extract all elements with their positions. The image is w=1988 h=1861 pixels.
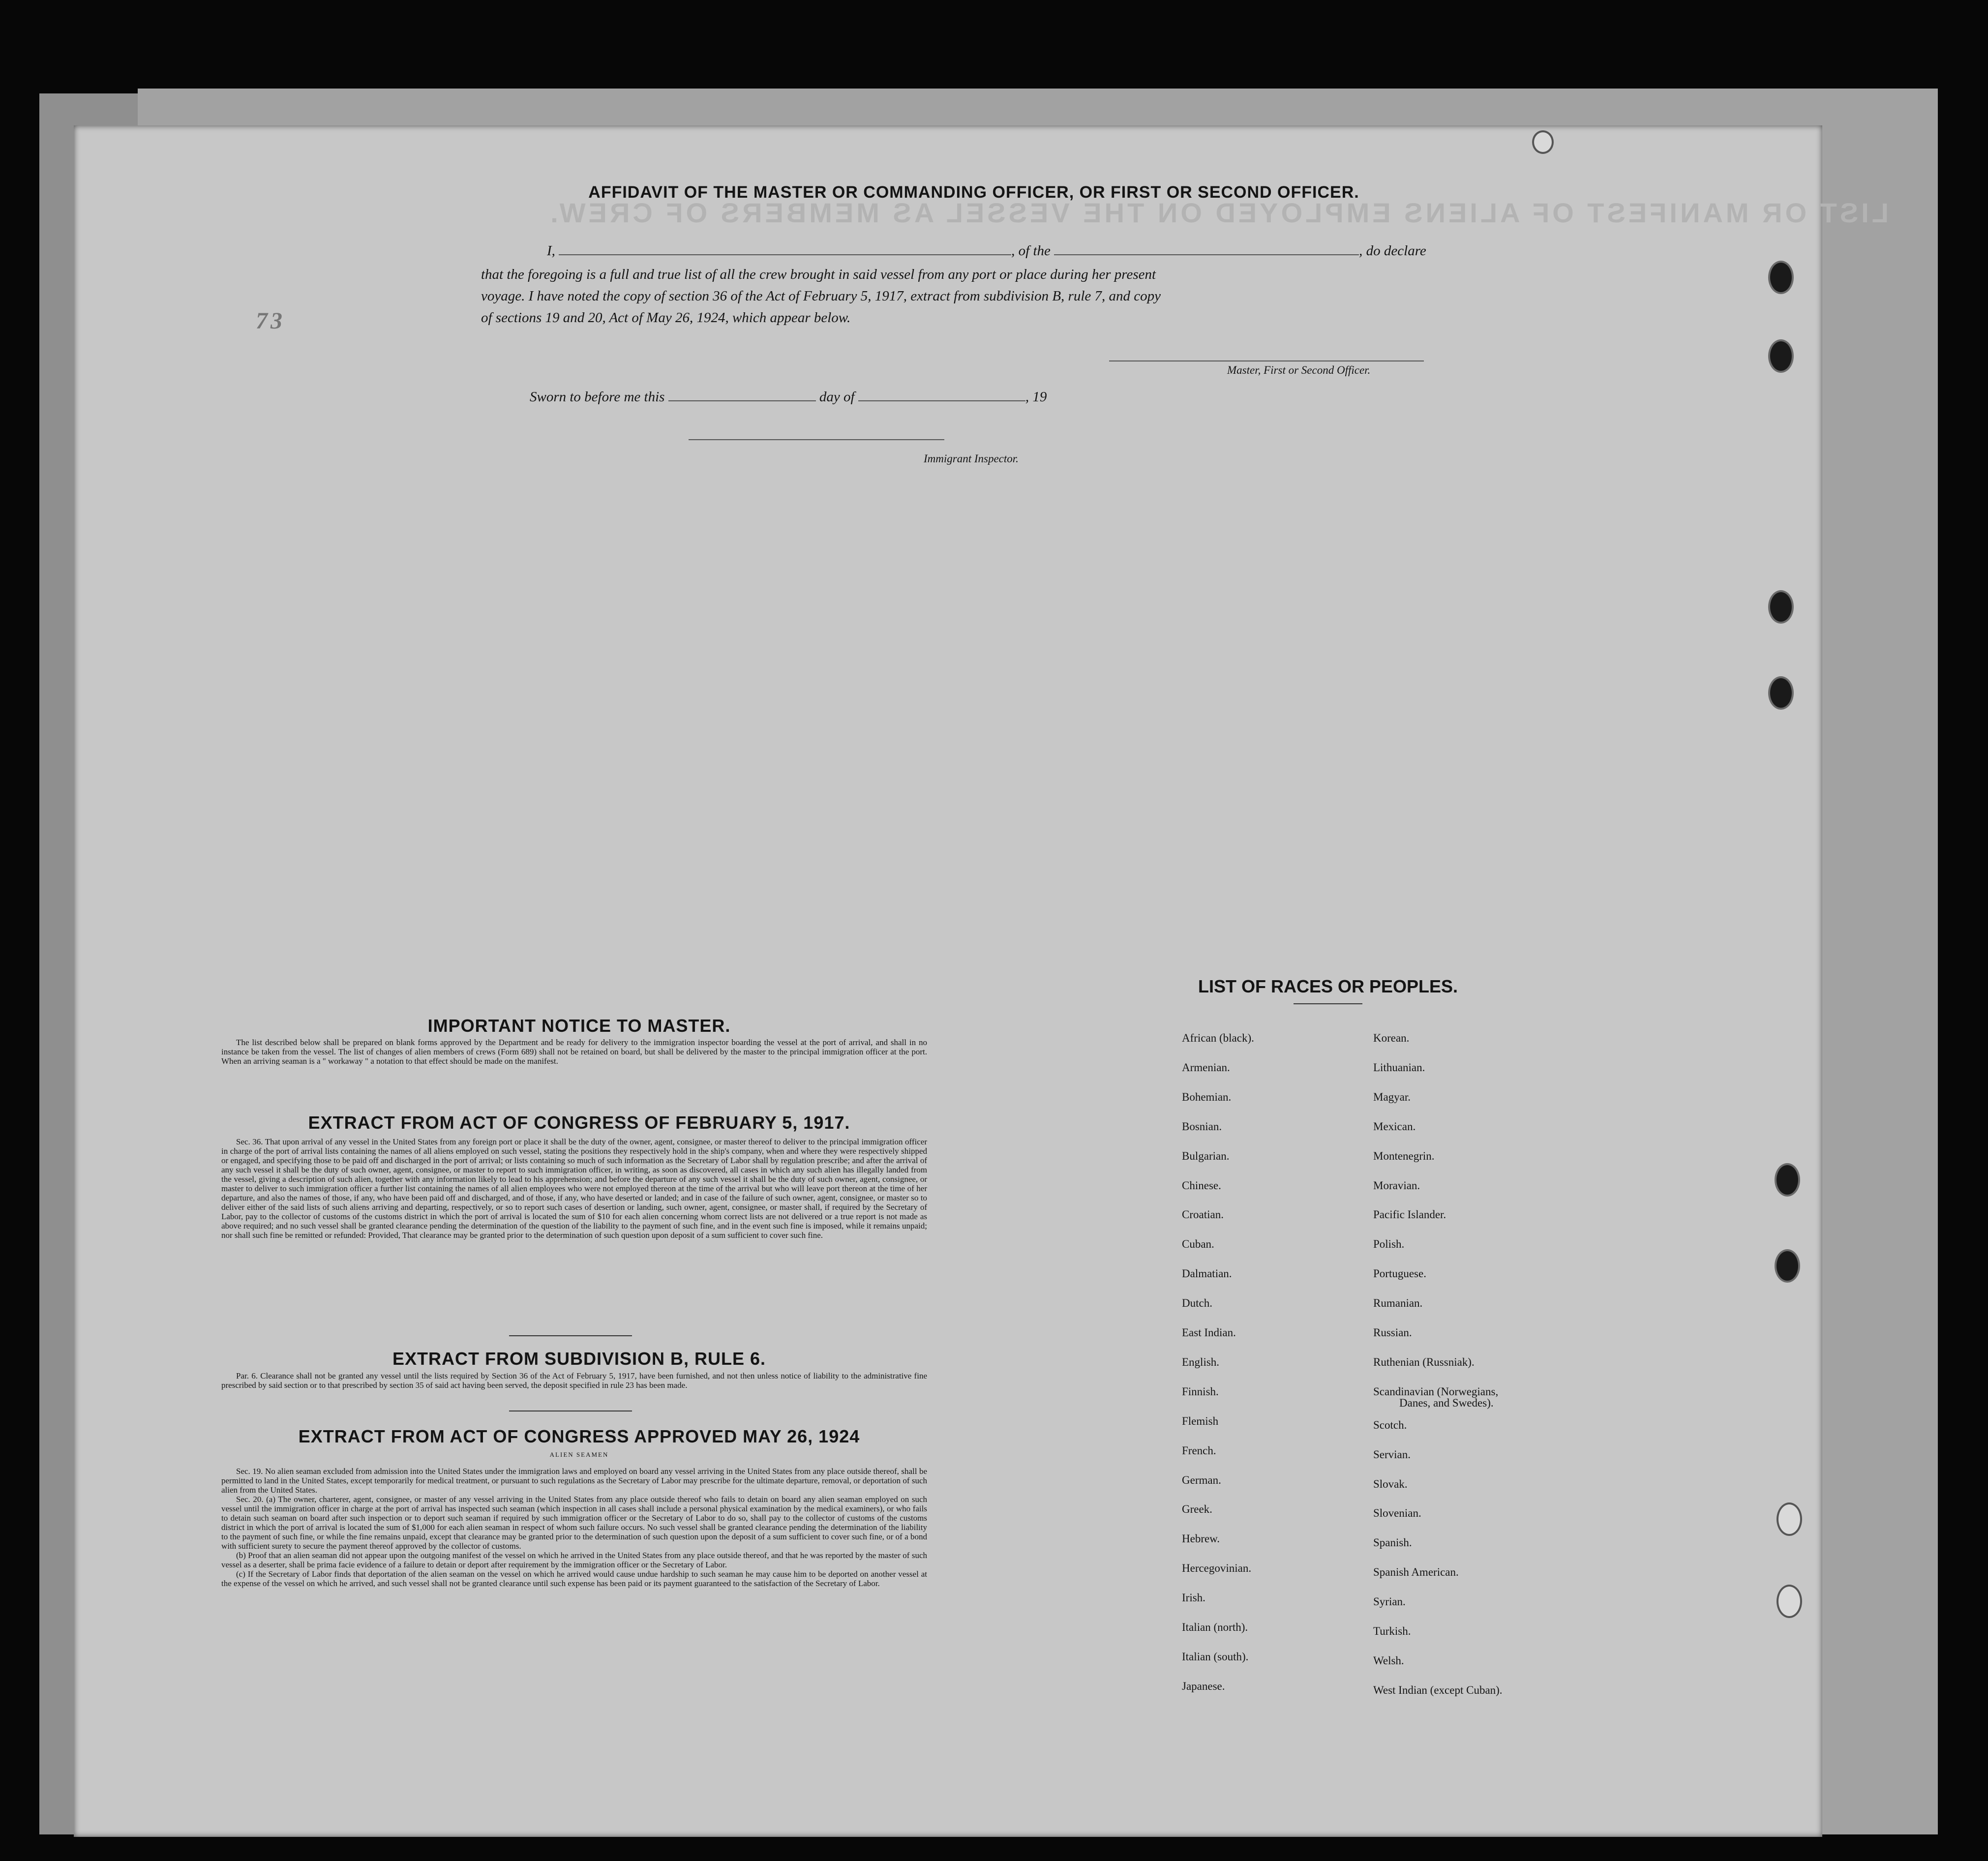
race-item: Bohemian.: [1182, 1091, 1232, 1103]
inspector-caption: Immigrant Inspector.: [924, 452, 1019, 465]
section-20a-paragraph: Sec. 20. (a) The owner, charterer, agent, consignee, or master of any vessel arriving in the United States from any place outside thereof who fails to detain on board any alien seaman employed on such vessel until the immigration officer in charge at the port of arrival has inspected such seaman (which inspection in all cases shall include a personal physical examination by the medical examiners), or who fails to detain such seaman on board after such inspection or to deport such seaman if required by such immigration officer or the Secretary of Labor to do so, shall pay to the collector of customs of the customs district in which the port of arrival is located the sum of $1,000 for each alien seaman in respect of whom such failure occurs. No such vessel shall be granted clearance pending the determination of the liability to the payment of such fine, or while the fine remains unpaid, except that clearance may be granted prior to the determination of such question upon the deposit of a sum sufficient to cover such fine, or of a bond with sufficient surety to secure the payment thereof approved by the collector of customs.: [221, 1495, 927, 1551]
name-blank[interactable]: [559, 241, 1011, 255]
rule6-paragraph: Par. 6. Clearance shall not be granted any vessel until the lists required by Section 36 of the Act of February 5, 1917, have been furnished, and not then unless notice of liability to the administrative fine prescribed by said section or to that prescribed by section 35 of said act having been served, the deposit specified in rule 23 has been made.: [221, 1371, 927, 1390]
race-item: Montenegrin.: [1373, 1150, 1435, 1162]
race-item: Portuguese.: [1373, 1267, 1426, 1280]
affidavit-line-3: voyage. I have noted the copy of section 36 of the Act of February 5, 1917, extract from subdivision B, rule 7, and copy: [481, 288, 1161, 304]
race-item: Syrian.: [1373, 1595, 1406, 1608]
punch-hole: [1768, 261, 1794, 294]
extract-1924-text: [221, 1467, 927, 1588]
section-36-paragraph: Sec. 36. That upon arrival of any vessel in the United States from any foreign port or place it shall be the duty of the owner, agent, consignee, or master thereof to deliver to the principal immigration officer in charge of the port of arrival lists containing the names of all aliens employed on such vessel, stating the positions they respectively hold in the ship's company, when and where they were respectively shipped or engaged, and specifying those to be paid off and discharged in the port of arrival; or lists containing so much of such information as the Secretary of Labor shall by regulation prescribe; and after the arrival of any such vessel it shall be the duty of such owner, agent, consignee, or master to report to such immigration officer, in writing, as soon as discovered, all cases in which any such alien has illegally landed from the vessel, giving a description of such alien, together with any information likely to lead to his apprehension; and before the departure of any such vessel it shall be the duty of such owner, agent, consignee, or master to deliver to such immigration officer a further list containing the names of all alien employees who were not employed thereon at the time of the arrival but who will leave port thereon at the time of her departure, and also the names of those, if any, who have been paid off and discharged, and of those, if any, who have deserted or landed; and in case of the failure of such owner, agent, consignee, or master so to deliver either of the said lists of such aliens arriving and departing, respectively, or so to report such cases of desertion or landing, such owner, agent, consignee, or master shall, if required by the Secretary of Labor, pay to the collector of customs of the customs district in which the port of arrival is located the sum of $10 for each alien concerning whom correct lists are not delivered or a true report is not made as above required; and no such vessel shall be granted clearance pending the determination of the question of the liability to the payment of such fine, and in the event such fine is imposed, while it remains unpaid; nor shall such fine be remitted or refunded: Provided, That clearance may be granted prior to the determination of such question upon deposit of a sum sufficient to cover such fine.: [221, 1137, 927, 1240]
race-item: East Indian.: [1182, 1326, 1236, 1339]
bleed-through-header: LIST OR MANIFEST OF ALIENS EMPLOYED ON THE VESSEL AS MEMBERS OF CREW.: [547, 197, 1889, 228]
vessel-blank[interactable]: [1054, 241, 1359, 255]
race-item: Bulgarian.: [1182, 1150, 1230, 1162]
punch-hole: [1775, 1163, 1800, 1197]
extract-1924-title: EXTRACT FROM ACT OF CONGRESS APPROVED MAY 26, 1924: [298, 1426, 860, 1446]
race-item: Turkish.: [1373, 1625, 1411, 1637]
race-item: Pacific Islander.: [1373, 1208, 1446, 1221]
punch-hole: [1768, 339, 1794, 373]
race-item: Armenian.: [1182, 1061, 1230, 1074]
race-item: Croatian.: [1182, 1208, 1224, 1221]
race-item: Greek.: [1182, 1503, 1212, 1515]
race-item-continuation: Danes, and Swedes).: [1399, 1397, 1494, 1409]
race-item: Scotch.: [1373, 1419, 1407, 1431]
race-item: Polish.: [1373, 1238, 1405, 1250]
master-signature-line[interactable]: [1109, 360, 1424, 361]
races-title: LIST OF RACES OR PEOPLES.: [1198, 976, 1458, 996]
race-item: Dalmatian.: [1182, 1267, 1232, 1280]
punch-hole: [1777, 1585, 1802, 1618]
sworn-text: Sworn to before me this: [530, 389, 665, 405]
sworn-line: [530, 387, 1169, 407]
race-item: English.: [1182, 1356, 1220, 1368]
alien-seamen-caption: ALIEN SEAMEN: [549, 1451, 609, 1458]
month-blank[interactable]: [858, 388, 1025, 401]
affidavit-i: I,: [547, 243, 555, 259]
affidavit-declare: , do declare: [1359, 243, 1426, 259]
punch-hole: [1768, 590, 1794, 624]
affidavit-of-the: , of the: [1011, 243, 1051, 259]
race-item: Moravian.: [1373, 1179, 1420, 1192]
section-divider: [509, 1335, 632, 1336]
race-item: Hebrew.: [1182, 1532, 1220, 1545]
punch-hole: [1532, 130, 1554, 154]
race-item: Korean.: [1373, 1032, 1410, 1044]
race-item: Flemish: [1182, 1415, 1219, 1427]
race-item: African (black).: [1182, 1032, 1254, 1044]
day-blank[interactable]: [668, 388, 816, 401]
day-of-text: day of: [819, 389, 855, 405]
affidavit-title: AFFIDAVIT OF THE MASTER OR COMMANDING OFFICER, OR FIRST OR SECOND OFFICER.: [588, 183, 1359, 202]
race-item: Rumanian.: [1373, 1297, 1423, 1309]
race-item: Servian.: [1373, 1448, 1411, 1461]
punch-hole: [1768, 676, 1794, 710]
race-item: Japanese.: [1182, 1680, 1225, 1692]
race-item: Russian.: [1373, 1326, 1412, 1339]
race-item: Spanish American.: [1373, 1566, 1459, 1578]
margin-number: 73: [256, 308, 285, 334]
notice-text: [221, 1038, 927, 1066]
punch-hole: [1777, 1502, 1802, 1536]
race-item: Magyar.: [1373, 1091, 1411, 1103]
notice-paragraph: The list described below shall be prepared on blank forms approved by the Department and be ready for delivery to the immigration inspector boarding the vessel at the port of arrival, and shall in no instance be taken from the vessel. The list of changes of alien members of crews (Form 689) shall not be retained on board, but shall be delivered by the master to the principal immigration officer at the port. When an arriving seaman is a " workaway " a notation to that effect should be made on the manifest.: [221, 1038, 927, 1066]
race-item: Irish.: [1182, 1591, 1205, 1604]
race-item: Lithuanian.: [1373, 1061, 1425, 1074]
extract-rule6-title: EXTRACT FROM SUBDIVISION B, RULE 6.: [392, 1349, 766, 1369]
section-20c-paragraph: (c) If the Secretary of Labor finds that deportation of the alien seaman on the vessel on which he arrived would cause undue hardship to such seaman he may cause him to be deported on another vessel at the expense of the vessel on which he arrived, and such vessel shall not be granted clearance until such expense has been paid or its payment guaranteed to the satisfaction of the Secretary of Labor.: [221, 1569, 927, 1588]
races-underline: [1294, 1003, 1362, 1004]
race-item: Bosnian.: [1182, 1120, 1222, 1133]
race-item: Cuban.: [1182, 1238, 1214, 1250]
punch-hole: [1775, 1249, 1800, 1283]
race-item: Hercegovinian.: [1182, 1562, 1252, 1574]
race-item: Finnish.: [1182, 1385, 1219, 1398]
section-19-paragraph: Sec. 19. No alien seaman excluded from admission into the United States under the immigration laws and employed on board any vessel arriving in the United States from any place outside thereof, shall be permitted to land in the United States, except temporarily for medical treatment, or pursuant to such regulations as the Secretary of Labor may prescribe for the ultimate departure, removal, or deportation of such alien from the United States.: [221, 1467, 927, 1495]
race-item: Slovenian.: [1373, 1507, 1421, 1519]
race-item: Welsh.: [1373, 1654, 1404, 1667]
race-item: Chinese.: [1182, 1179, 1221, 1192]
race-item: German.: [1182, 1474, 1221, 1486]
race-item: Slovak.: [1373, 1478, 1408, 1490]
year-text: , 19: [1025, 389, 1047, 405]
affidavit-line-1: [547, 241, 1447, 261]
race-item: Italian (north).: [1182, 1621, 1248, 1633]
race-item: Mexican.: [1373, 1120, 1416, 1133]
master-caption: Master, First or Second Officer.: [1227, 364, 1371, 376]
race-item: Italian (south).: [1182, 1651, 1249, 1663]
notice-title: IMPORTANT NOTICE TO MASTER.: [427, 1016, 731, 1036]
race-item: Dutch.: [1182, 1297, 1212, 1309]
affidavit-line-4: of sections 19 and 20, Act of May 26, 1924, which appear below.: [481, 310, 851, 326]
inspector-signature-line[interactable]: [689, 439, 944, 440]
race-item: Scandinavian (Norwegians,: [1373, 1385, 1499, 1398]
affidavit-line-2: that the foregoing is a full and true list of all the crew brought in said vessel from any port or place during her present: [481, 267, 1156, 282]
extract-rule6-text: [221, 1371, 927, 1390]
extract-1917-title: EXTRACT FROM ACT OF CONGRESS OF FEBRUARY 5, 1917.: [308, 1112, 850, 1133]
section-20b-paragraph: (b) Proof that an alien seaman did not appear upon the outgoing manifest of the vessel on which he arrived in the United States from any place outside thereof, and that he was reported by the master of such vessel as a deserter, shall be prima facie evidence of a failure to detain or deport after requirement by the immigration officer or the Secretary of Labor.: [221, 1551, 927, 1569]
race-item: West Indian (except Cuban).: [1373, 1684, 1503, 1696]
race-item: Spanish.: [1373, 1536, 1412, 1549]
race-item: French.: [1182, 1444, 1216, 1457]
race-item: Ruthenian (Russniak).: [1373, 1356, 1475, 1368]
extract-1917-text: [221, 1137, 927, 1240]
